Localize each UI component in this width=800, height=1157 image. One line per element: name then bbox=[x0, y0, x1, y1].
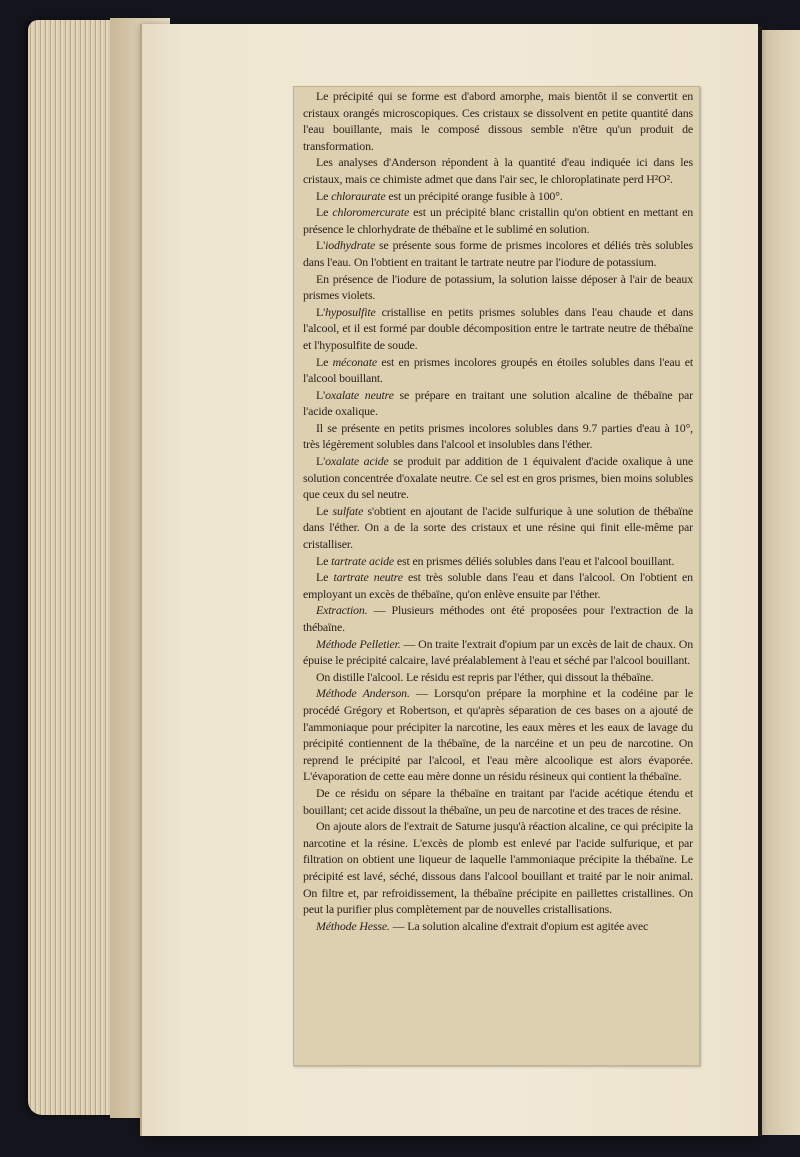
paragraph-lead: Le bbox=[316, 354, 333, 369]
paragraph-text: De ce résidu on sépare la thébaïne en traitant par l'acide acétique étendu et bouillant; cet acide dissout la thébaïne, un peu de narcotine et des traces de résine. bbox=[303, 785, 693, 817]
paragraph-lead: L' bbox=[316, 454, 326, 469]
paragraph-term: Méthode Hesse. bbox=[316, 918, 390, 933]
paragraph-text: Le précipité qui se forme est d'abord amorphe, mais bientôt il se convertit en cristaux orangés microscopiques. Ces cristaux se dissolvent en petite quantité dans l'eau bouillante, mais le composé dissous semble n'être qu'un produit de transformation. bbox=[303, 89, 693, 153]
paragraph-text: Les analyses d'Anderson répondent à la quantité d'eau indiquée ici dans les cristaux, mais ce chimiste admet que dans l'air sec, le chloroplatinate perd H²O². bbox=[303, 155, 693, 186]
text-paragraph bbox=[303, 918, 693, 935]
paragraph-text: — On traite l'extrait d'opium par un excès de lait de chaux. On épuise le précipité calcaire, lavé préalablement à l'eau et séché par l'alcool bouillant. bbox=[303, 636, 693, 668]
paragraph-text: cristallise en petits prismes solubles dans l'eau chaude et dans l'alcool, et il est formé par double décomposition entre le tartrate neutre de thébaïne et l'hyposulfite de soude. bbox=[303, 304, 693, 352]
paragraph-text: se produit par addition de 1 équivalent d'acide oxalique à une solution concentrée d'oxalate neutre. Ce sel est en gros prismes, bien moins solubles que ceux du sel neutre. bbox=[303, 454, 693, 502]
text-paragraph bbox=[303, 685, 693, 785]
paragraph-text: Il se présente en petits prismes incolores solubles dans 9.7 parties d'eau à 10°, très légèrement solubles dans l'alcool et insolubles dans l'éther. bbox=[303, 420, 693, 452]
text-paragraph bbox=[303, 636, 693, 669]
text-paragraph bbox=[303, 420, 693, 453]
paragraph-term: hyposulfite bbox=[325, 304, 376, 319]
text-paragraph bbox=[303, 154, 693, 187]
paragraph-lead: Le bbox=[316, 188, 332, 203]
paragraph-text: s'obtient en ajoutant de l'acide sulfurique à une solution de thébaïne dans l'éther. On a de la sorte des cristaux et une résine qui finit elle-même par cristalliser. bbox=[303, 503, 693, 552]
paragraph-text: En présence de l'iodure de potassium, la solution laisse déposer à l'air de beaux prismes violets. bbox=[303, 271, 693, 303]
paragraph-text: se présente sous forme de prismes incolores et déliés très solubles dans l'eau. On l'obtient en traitant le tartrate neutre par l'iodure de potassium. bbox=[303, 238, 693, 269]
paragraph-term: oxalate neutre bbox=[325, 387, 394, 402]
paragraph-term: Méthode Pelletier. bbox=[316, 636, 401, 651]
paragraph-text: — Lorsqu'on prépare la morphine et la codéine par le procédé Grégory et Robertson, et qu'après séparation de ces bases on a ajouté de l'ammoniaque pour précipiter la narcotine, les eaux mères et les eaux de lavage du précipité contiennent de la thébaïne, de la narcéine et un peu de narcotine. On reprend le précipité par l'alcool, et l'eau mère alcoolique est alors évaporée. L'évaporation de cette eau mère donne un résidu résineux qui contient la thébaïne. bbox=[303, 686, 693, 784]
text-paragraph bbox=[303, 569, 693, 602]
paragraph-term: iodhydrate bbox=[325, 238, 376, 253]
paragraph-term: chloraurate bbox=[331, 188, 386, 203]
paragraph-lead: Le bbox=[316, 553, 332, 568]
pasted-text-clipping bbox=[293, 86, 700, 1066]
paragraph-lead: Le bbox=[316, 570, 334, 585]
text-paragraph bbox=[303, 387, 693, 420]
paragraph-text: On ajoute alors de l'extrait de Saturne jusqu'à réaction alcaline, ce qui précipite la narcotine et la résine. L'excès de plomb est enlevé par l'acide sulfurique, et par filtration on obtient une liqueur de laquelle l'ammoniaque précipite la thébaïne. Le précipité est lavé, séché, dissous dans l'alcool bouillant et traité par le noir animal. On filtre et, par refroidissement, la thébaïne précipite en paillettes cristallines. On peut la purifier plus complètement par de nouvelles cristallisations. bbox=[303, 819, 693, 917]
paragraph-text: — Plusieurs méthodes ont été proposées pour l'extraction de la thébaïne. bbox=[303, 603, 693, 634]
text-paragraph bbox=[303, 237, 693, 270]
paragraph-text: — La solution alcaline d'extrait d'opium est agitée avec bbox=[389, 918, 649, 933]
text-paragraph bbox=[303, 271, 693, 304]
paragraph-lead: Le bbox=[316, 205, 333, 220]
text-paragraph bbox=[303, 602, 693, 635]
paragraph-term: Méthode Anderson. bbox=[316, 686, 410, 701]
paragraph-text: est en prismes déliés solubles dans l'eau et l'alcool bouillant. bbox=[394, 553, 675, 568]
text-paragraph bbox=[303, 88, 693, 154]
text-paragraph bbox=[303, 669, 693, 686]
paragraph-text: On distille l'alcool. Le résidu est repris par l'éther, qui dissout la thébaïne. bbox=[316, 669, 654, 684]
text-paragraph bbox=[303, 503, 693, 553]
paragraph-term: tartrate acide bbox=[331, 553, 395, 568]
paragraph-text: est un précipité orange fusible à 100°. bbox=[385, 188, 563, 203]
paragraph-term: Extraction. bbox=[316, 603, 368, 618]
paragraph-term: tartrate neutre bbox=[333, 570, 403, 585]
text-paragraph bbox=[303, 204, 693, 237]
right-page-edge bbox=[762, 30, 800, 1135]
text-paragraph bbox=[303, 553, 693, 570]
paragraph-lead: L' bbox=[316, 387, 326, 402]
paragraph-text: est en prismes incolores groupés en étoiles solubles dans l'eau et l'alcool bouillant. bbox=[303, 354, 693, 386]
paragraph-lead: Le bbox=[316, 503, 333, 518]
paragraph-text: est un précipité blanc cristallin qu'on obtient en mettant en présence le chlorhydrate de thébaïne et le sublimé en solution. bbox=[303, 205, 693, 236]
text-paragraph bbox=[303, 785, 693, 818]
paragraph-term: oxalate acide bbox=[325, 454, 389, 469]
paragraph-lead: L' bbox=[316, 304, 326, 319]
paragraph-text: est très soluble dans l'eau et dans l'alcool. On l'obtient en employant un excès de thébaïne, qu'on enlève ensuite par l'éther. bbox=[303, 570, 693, 601]
paragraph-term: méconate bbox=[332, 354, 377, 369]
paragraph-lead: L' bbox=[316, 238, 326, 253]
text-paragraph bbox=[303, 188, 693, 205]
text-paragraph bbox=[303, 304, 693, 354]
paragraph-term: sulfate bbox=[332, 503, 364, 518]
paragraph-text: se prépare en traitant une solution alcaline de thébaïne par l'acide oxalique. bbox=[303, 387, 693, 419]
text-paragraph bbox=[303, 818, 693, 918]
text-paragraph bbox=[303, 453, 693, 503]
text-paragraph bbox=[303, 354, 693, 387]
paragraph-term: chloromercurate bbox=[332, 205, 410, 220]
